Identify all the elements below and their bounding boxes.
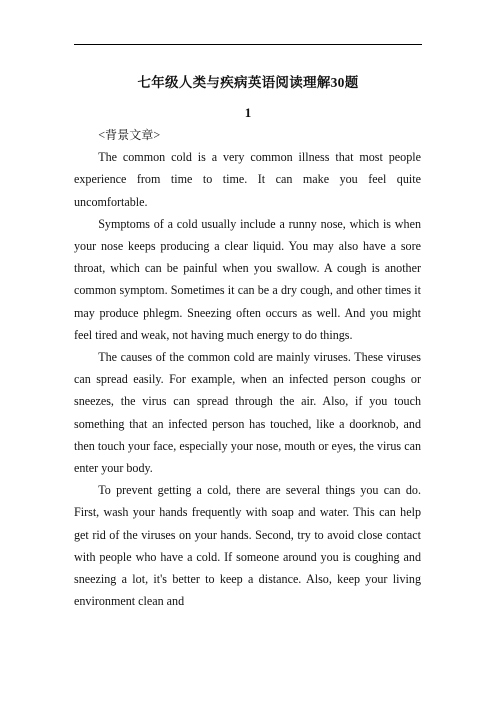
paragraph-intro: The common cold is a very common illness that most people experience from time to time. It can make you feel quite uncomfortable. xyxy=(74,150,421,209)
paragraph-prevention: To prevent getting a cold, there are several things you can do. First, wash your hands frequently with soap and water. This can help get rid of the viruses on your hands. Second, try to avoid close contact with people who have a cold. If someone around you is coughing and sneezing a lot, it's better to keep a distance. Also, keep your living environment clean and xyxy=(74,483,421,609)
document-title: 七年级人类与疾病英语阅读理解30题 xyxy=(137,75,359,90)
section-label: <背景文章> xyxy=(98,128,161,142)
section-number: 1 xyxy=(244,105,252,120)
article-body xyxy=(74,124,421,612)
header-rule xyxy=(74,44,422,45)
paragraph-causes: The causes of the common cold are mainly viruses. These viruses can spread easily. For example, when an infected person coughs or sneezes, the virus can spread through the air. Also, if you touch something that an infected person has touched, like a doorknob, and then touch your face, especially your nose, mouth or eyes, the virus can enter your body. xyxy=(74,350,421,476)
paragraph-symptoms: Symptoms of a cold usually include a runny nose, which is when your nose keeps producing a clear liquid. You may also have a sore throat, which can be painful when you swallow. A cough is another common symptom. Sometimes it can be a dry cough, and other times it may produce phlegm. Sneezing often occurs as well. And you might feel tired and weak, not having much energy to do things. xyxy=(74,216,421,342)
